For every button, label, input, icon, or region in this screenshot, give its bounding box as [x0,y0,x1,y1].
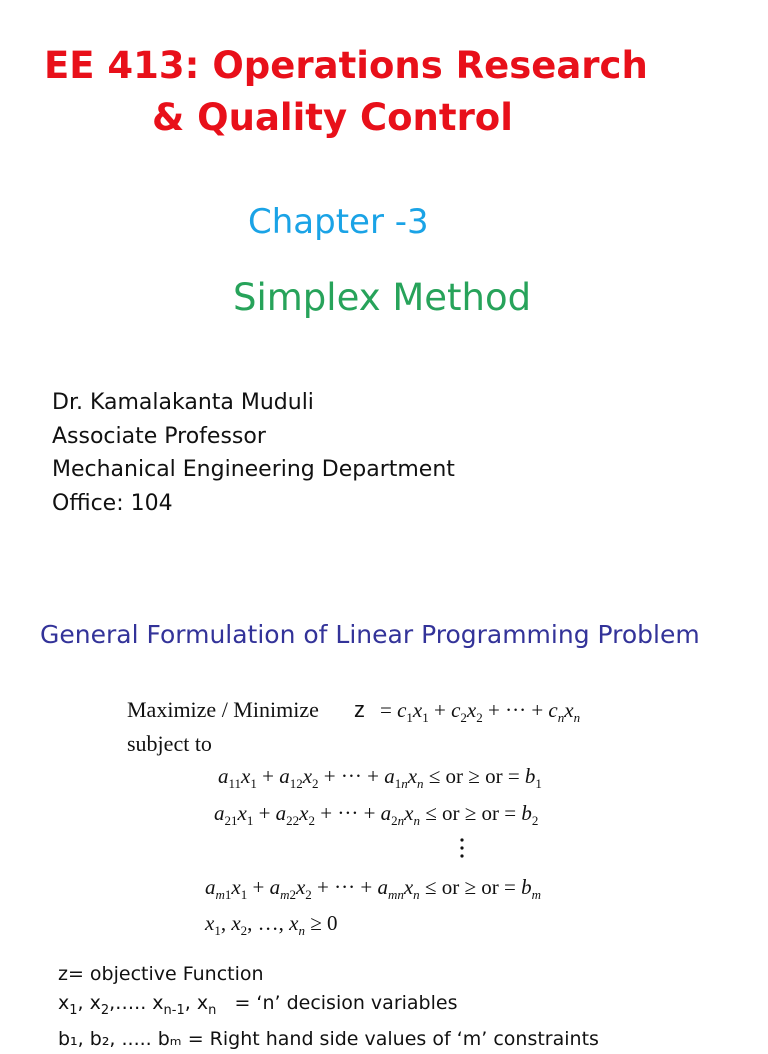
section-heading: General Formulation of Linear Programming Problem [40,620,700,649]
definition-rhs-values: b₁, b₂, ..... bₘ = Right hand side values of ‘m’ constraints [58,1027,599,1050]
objective-label: Maximize / Minimize [127,697,319,722]
author-office: Office: 104 [52,490,173,516]
title-line-1: EE 413: Operations Research [44,44,648,87]
constraint-m: $a_m1x_1 + a_m2x_2$ + ··· + $a_{mn}x_n$ ≤ or ≥ or = $b_m$ [205,875,541,902]
objective-z: z [354,697,365,722]
author-name: Dr. Kamalakanta Muduli [52,390,314,415]
definitions-block [58,960,599,1054]
author-position: Associate Professor [52,423,266,449]
definition-objective: z= objective Function [58,963,264,985]
author-department: Mechanical Engineering Department [52,457,455,482]
definition-decision-variables: $x_1$, $x_2,\dots$.. $x_{n-1}$, $x_n$ = ‘n’ decision variables [58,992,458,1018]
lp-formulation [0,690,768,950]
constraint-1: $a_{11}x_1 + a_{12}x_2$ + ··· + $a_1nx_n$ ≤ or ≥ or = $b_1$ [218,764,542,791]
title-line-2: & Quality Control [152,96,513,139]
constraint-2: $a_{21}x_1 + a_{22}x_2$ + ··· + $a_2nx_n$ ≤ or ≥ or = $b_2$ [214,801,539,828]
objective-function: = $c_1x_1 + c_2x_2$ + ··· + $c_nx_n$ [380,698,581,725]
slide-title [44,40,648,144]
slide-subtitle: Simplex Method [233,276,532,319]
subject-to-label: subject to [127,731,212,756]
decision-variables-text: = ‘n’ decision variables [234,992,458,1014]
chapter-label: Chapter -3 [248,202,429,242]
non-negativity-constraint: $x_1$, $x_2$, …, $x_n \ge 0$ [205,911,338,938]
author-block [52,386,455,520]
vertical-ellipsis [460,838,463,857]
